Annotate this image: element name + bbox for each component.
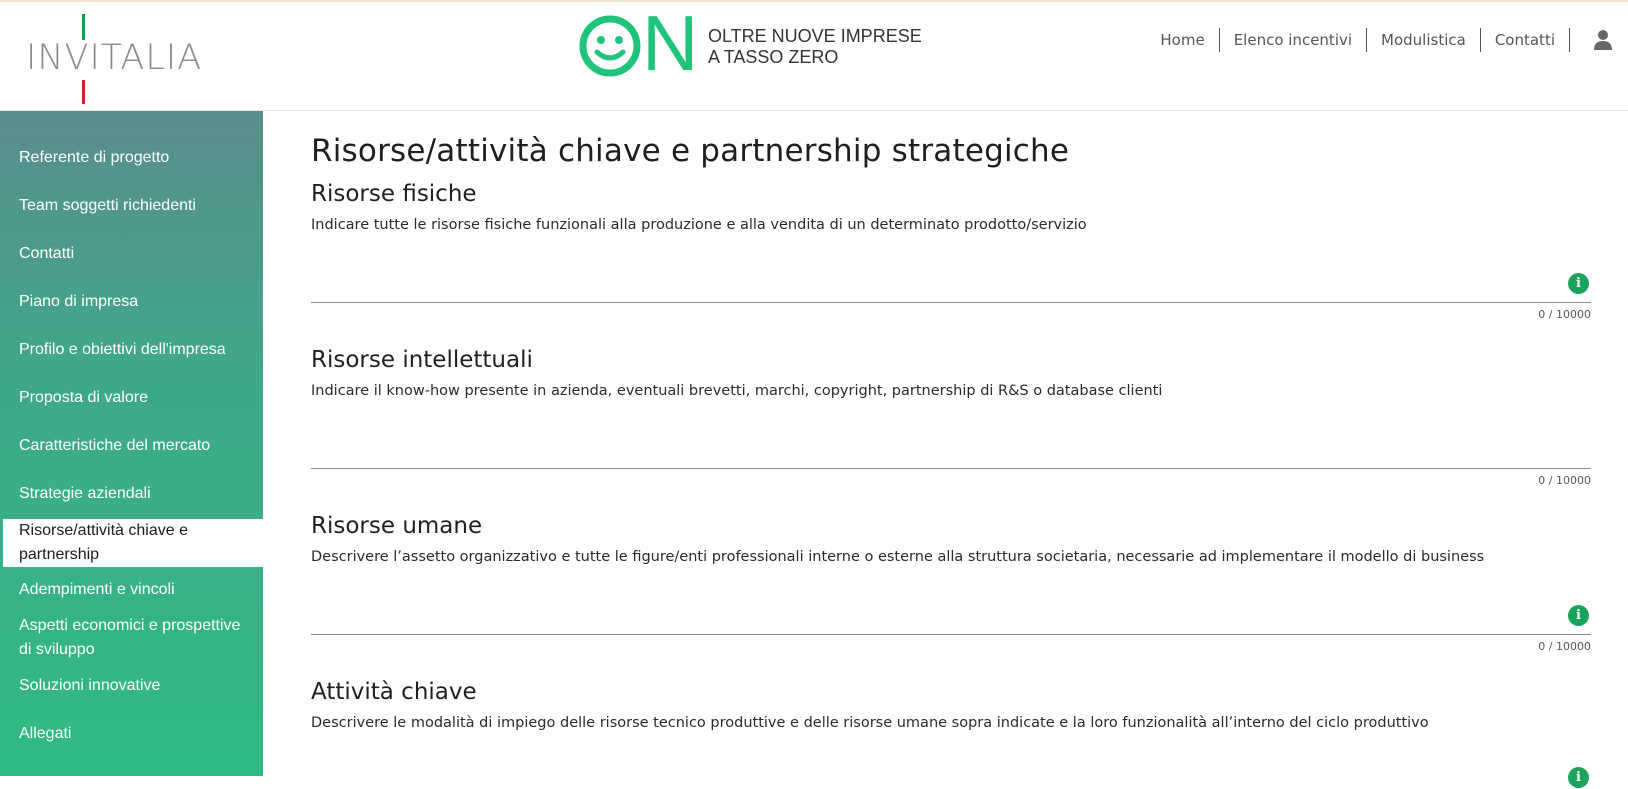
- sidebar: [0, 111, 263, 776]
- tagline-line-1: OLTRE NUOVE IMPRESE: [708, 26, 922, 46]
- risorse-intellettuali-field-wrap: [311, 435, 1591, 469]
- sidebar-item-contatti[interactable]: Contatti: [19, 245, 75, 262]
- logo-green-bar: [82, 14, 85, 40]
- risorse-fisiche-input[interactable]: [311, 269, 1551, 301]
- sidebar-item-aspetti[interactable]: Aspetti economici e prospettive di sviluppo: [19, 617, 241, 658]
- main-content: [311, 111, 1591, 785]
- section-heading: Risorse umane: [311, 513, 483, 539]
- section-description: Indicare tutte le risorse fisiche funzionali alla produzione e alla vendita di un determinato prodotto/servizio: [311, 217, 1087, 233]
- info-icon[interactable]: i: [1568, 273, 1589, 294]
- invitalia-logo[interactable]: [26, 12, 203, 104]
- sidebar-item-strategie[interactable]: Strategie aziendali: [19, 485, 151, 502]
- section-description: Descrivere l’assetto organizzativo e tutte le figure/enti professionali interne o esterne alla struttura societaria, necessarie ad implementare il modello di business: [311, 549, 1485, 565]
- risorse-umane-input[interactable]: [311, 601, 1551, 633]
- nav-modulistica[interactable]: Modulistica: [1367, 28, 1481, 52]
- sidebar-item-risorse-active[interactable]: Risorse/attività chiave e partnership: [3, 519, 263, 567]
- section-risorse-umane: [311, 513, 1591, 565]
- top-navigation: [1146, 28, 1570, 52]
- char-counter: 0 / 10000: [1538, 474, 1591, 487]
- logo-text: INVITALIA: [26, 38, 203, 78]
- info-icon[interactable]: i: [1568, 767, 1589, 788]
- info-icon[interactable]: i: [1568, 605, 1589, 626]
- section-attivita-chiave: [311, 679, 1591, 731]
- site-header: [0, 0, 1628, 111]
- sidebar-item-soluzioni[interactable]: Soluzioni innovative: [19, 677, 161, 694]
- attivita-chiave-input[interactable]: [311, 767, 1551, 785]
- sidebar-item-profilo[interactable]: Profilo e obiettivi dell'impresa: [19, 341, 226, 358]
- sidebar-item-referente[interactable]: Referente di progetto: [19, 149, 170, 166]
- tagline-line-2: A TASSO ZERO: [708, 47, 839, 67]
- nav-elenco-incentivi[interactable]: Elenco incentivi: [1220, 28, 1367, 52]
- smiley-icon: [578, 14, 642, 78]
- risorse-umane-field-wrap: [311, 601, 1591, 635]
- sidebar-item-proposta[interactable]: Proposta di valore: [19, 389, 148, 406]
- section-heading: Risorse fisiche: [311, 181, 477, 207]
- char-counter: 0 / 10000: [1538, 640, 1591, 653]
- char-counter: 0 / 10000: [1538, 308, 1591, 321]
- sidebar-item-piano[interactable]: Piano di impresa: [19, 293, 139, 310]
- sidebar-item-allegati[interactable]: Allegati: [19, 725, 72, 742]
- section-risorse-intellettuali: [311, 347, 1591, 399]
- nav-home[interactable]: Home: [1146, 28, 1219, 52]
- section-description: Descrivere le modalità di impiego delle risorse tecnico produttive e delle risorse umane sopra indicate e la loro funzionalità all’interno del ciclo produttivo: [311, 715, 1429, 731]
- section-risorse-fisiche: [311, 181, 1591, 233]
- on-tagline: [708, 26, 938, 68]
- sidebar-item-mercato[interactable]: Caratteristiche del mercato: [19, 437, 211, 454]
- section-heading: Risorse intellettuali: [311, 347, 533, 373]
- on-logo-letter: N: [642, 0, 699, 87]
- sidebar-item-team[interactable]: Team soggetti richiedenti: [19, 197, 196, 214]
- nav-contatti[interactable]: Contatti: [1481, 28, 1570, 52]
- section-description: Indicare il know-how presente in azienda, eventuali brevetti, marchi, copyright, partnership di R&S o database clienti: [311, 383, 1163, 399]
- section-heading: Attività chiave: [311, 679, 477, 705]
- logo-red-bar: [82, 80, 85, 104]
- user-icon[interactable]: [1592, 28, 1614, 52]
- risorse-intellettuali-input[interactable]: [311, 435, 1551, 467]
- risorse-fisiche-field-wrap: [311, 269, 1591, 303]
- page-title: Risorse/attività chiave e partnership strategiche: [311, 133, 1070, 169]
- attivita-chiave-field-wrap: [311, 767, 1591, 787]
- sidebar-item-adempimenti[interactable]: Adempimenti e vincoli: [19, 581, 175, 598]
